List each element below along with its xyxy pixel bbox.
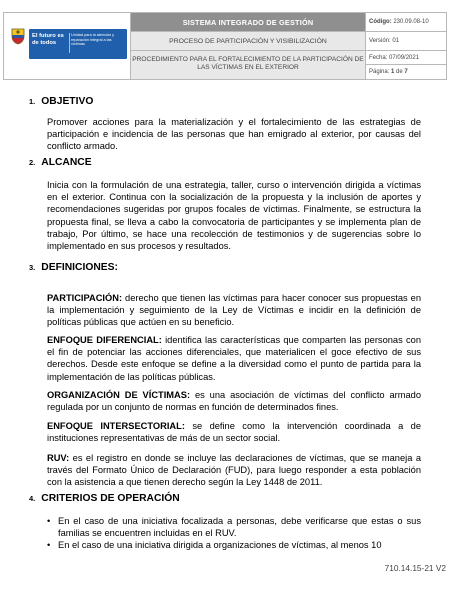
logo-divider: [69, 33, 70, 53]
definition-organizacion-victimas: [47, 389, 421, 413]
version-field: [366, 32, 446, 51]
page-field: [366, 65, 446, 79]
definition-text: identifica las características que comparten las personas con el fin de potenciar las acciones diferenciales, que materialicen el goce efectivo de sus derechos. Desde este enfoque se define a la diversidad como el punto de partida para la implementación de las políticas públicas.: [47, 335, 421, 382]
version-label: Versión:: [369, 38, 391, 44]
page-label: Página:: [369, 69, 390, 75]
page-of: de: [396, 69, 403, 75]
procedure-title: PROCEDIMIENTO PARA EL FORTALECIMIENTO DE LA PARTICIPACIÓN DE LAS VÍCTIMAS EN EL EXTERIOR: [131, 51, 366, 79]
document-header: [3, 12, 447, 80]
definition-term: ENFOQUE INTERSECTORIAL:: [47, 421, 185, 431]
definition-text: es una asociación de víctimas del conflicto armado regulada por un conjunto de normas en función de determinados fines.: [47, 390, 422, 413]
process-title: PROCESO DE PARTICIPACIÓN Y VISIBILIZACIÓN: [131, 32, 366, 51]
definition-participacion: [47, 292, 421, 329]
section-heading-alcance: 2. ALCANCE: [29, 157, 92, 168]
definition-enfoque-diferencial: [47, 334, 421, 383]
page-current: 1: [391, 69, 395, 75]
date-value: 07/09/2021: [389, 55, 420, 61]
logo-sub-text: Unidad para la atención y reparación integral a las víctimas: [71, 33, 115, 47]
definition-enfoque-intersectorial: [47, 420, 421, 444]
coat-of-arms-icon: [11, 27, 25, 45]
section-heading-definiciones: 3. DEFINICIONES:: [29, 262, 118, 273]
list-item: • En el caso de una iniciativa focalizada a personas, debe verificarse que estas o sus familias se encuentren incluidas en el RUV.: [47, 516, 421, 539]
date-label: Fecha:: [369, 55, 388, 61]
bullet-icon: •: [47, 516, 51, 526]
logo-area: [4, 13, 131, 79]
definition-term: ORGANIZACIÓN DE VÍCTIMAS:: [47, 390, 191, 400]
page-total: 7: [404, 69, 408, 75]
objective-text: Promover acciones para la materialización y el fortalecimiento de las estrategias de participación e incidencia de las personas que han emigrado al exterior, por causas del conflicto armado.: [47, 117, 421, 152]
version-value: 01: [392, 38, 400, 44]
scope-text: Inicia con la formulación de una estrategia, taller, curso o intervención dirigida a víctimas en el exterior. Continua con la socialización de la propuesta y la inclusión de aportes y recomendaciones sugeridas por grupos focales de víctimas. Finalmente, se estructura la propuesta final, se lleva a cabo la convocatoria de participantes y se implementa plan de trabajo, Por último, se hace una recolección de testimonios y de sugerencias sobre lo implementado en sus procesos y resultados.: [47, 180, 421, 252]
definition-term: ENFOQUE DIFERENCIAL:: [47, 335, 162, 345]
bullet-icon: •: [47, 540, 51, 550]
system-title: SISTEMA INTEGRADO DE GESTIÓN: [131, 13, 366, 32]
list-item: • En el caso de una iniciativa dirigida a organizaciones de víctimas, al menos 10: [47, 540, 382, 550]
code-value: 230.09.08-10: [393, 19, 429, 25]
code-label: Código:: [369, 19, 392, 25]
definition-text: es el registro en donde se incluye las declaraciones de víctimas, que se maneja a través del Formato Único de Declaración (FUD), para luego responder a esta población con la asistencia a que tienen derecho según la Ley 1448 de 2011.: [47, 453, 421, 488]
section-heading-objetivo: 1. OBJETIVO: [29, 96, 94, 107]
document-code-footer: 710.14.15-21 V2: [384, 563, 446, 573]
section-heading-criterios: 4. CRITERIOS DE OPERACIÓN: [29, 493, 180, 504]
definition-text: se define como la intervención coordinada a de instituciones representativas de más de un sector social.: [47, 421, 421, 444]
date-field: [366, 51, 446, 65]
code-field: [366, 13, 446, 32]
unidad-victimas-logo: [29, 29, 127, 59]
definition-ruv: [47, 452, 421, 489]
definition-term: PARTICIPACIÓN:: [47, 293, 123, 303]
definition-term: RUV:: [47, 453, 70, 463]
logo-main-text: El futuro es de todos: [32, 33, 64, 46]
definition-text: derecho que tienen las víctimas para hacer conocer sus propuestas en la implementación y seguimiento de la Ley de Víctimas e incidir en la definición de políticas públicas que actúen en su beneficio.: [47, 293, 421, 328]
